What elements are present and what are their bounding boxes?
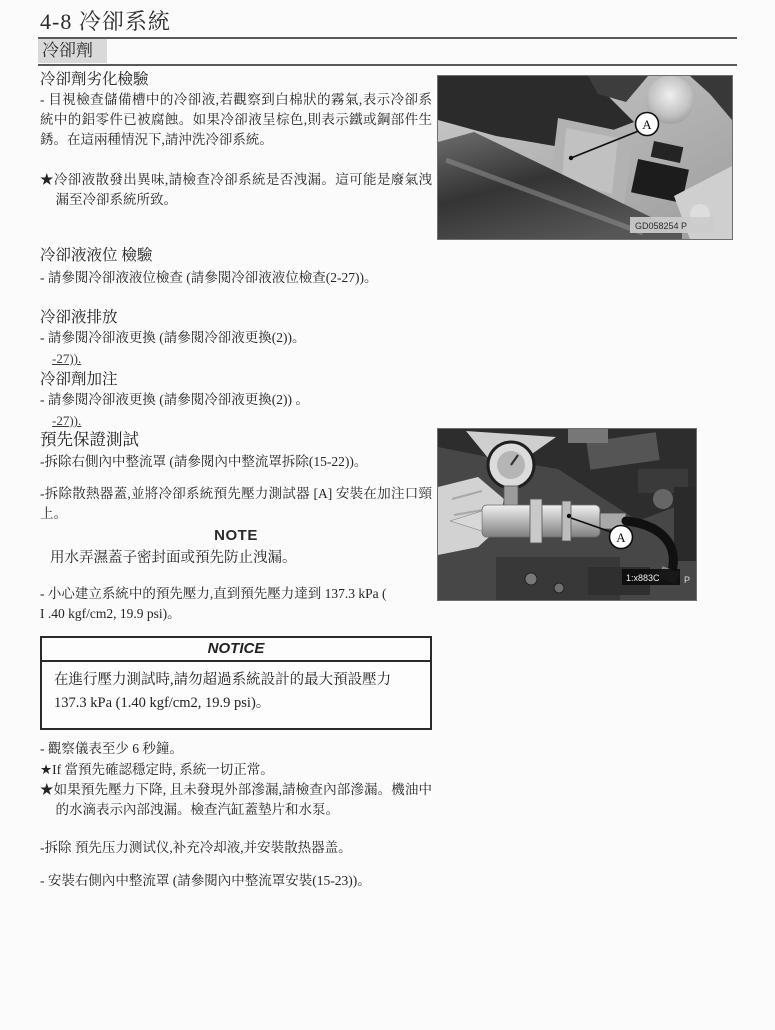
header-rule-bottom	[38, 64, 737, 66]
notice-label: NOTICE	[42, 638, 430, 662]
note-text: 用水弄濕蓋子密封面或預先防止洩漏。	[50, 550, 297, 566]
callout-dot-icon	[567, 514, 571, 518]
section-title: 冷卻劑	[38, 39, 107, 63]
step-draining-ref: - 請參閱冷卻液更換 (請參閱冷卻液更換(2))。	[40, 330, 306, 345]
reservoir-photo-artwork	[438, 76, 732, 239]
header-rule-top	[38, 37, 737, 39]
step-filling-ref: - 請參閱冷卻液更換 (請參閱冷卻液更換(2)) 。	[40, 392, 309, 407]
link-page-27-filling[interactable]: -27)).	[52, 413, 82, 428]
step-install-tester: -拆除散熱器蓋,並將冷卻系統預先壓力測試器 [A] 安裝在加注口頸上。	[40, 486, 432, 521]
notice-box	[40, 636, 432, 730]
figure-reservoir-photo	[437, 75, 733, 240]
note-label: NOTE	[214, 527, 258, 544]
page-title: 4-8 冷卻系統	[40, 9, 171, 34]
callout-a-label: A	[642, 117, 652, 132]
step-install-cowling: - 安裝右側內中整流罩 (請參閱內中整流罩安裝(15-23))。	[40, 873, 371, 888]
photo-code-suffix: P	[684, 575, 691, 585]
reservoir-photo-watermark	[630, 217, 714, 233]
tester-photo-watermark	[622, 569, 690, 585]
step-level-inspection: - 請參閱冷卻液液位檢查 (請參閱冷卻液液位檢查(2-27))。	[40, 270, 378, 285]
photo-code-text: 1:x883C	[626, 573, 660, 583]
step-build-pressure	[40, 584, 432, 624]
tester-photo-artwork	[438, 429, 696, 600]
heading-coolant-draining: 冷卻液排放	[40, 309, 118, 326]
step-remove-tester: -拆除 預先压力测试仪,补充冷却液,并安裝散热器盖。	[40, 840, 352, 855]
reservoir-photo-background	[438, 76, 732, 239]
callout-dot-icon	[569, 156, 573, 160]
step-remove-cowling: -拆除右側內中整流罩 (請參閱內中整流罩拆除(15-22))。	[40, 454, 368, 469]
step-watch-gauge: - 觀察儀表至少 6 秒鐘。	[40, 741, 183, 756]
star-note-pressure-drop: ★如果預先壓力下降, 且未發現外部滲漏,請檢查內部滲漏。機油中的水滴表示內部洩漏。檢查汽缸蓋墊片和水泵。	[40, 782, 432, 817]
text-column	[40, 70, 432, 891]
step-build-pressure-line2: I .40 kgf/cm2, 19.9 psi)。	[40, 606, 181, 621]
step-visual-inspection: - 目視檢查儲備槽中的冷卻液,若觀察到白棉狀的霧氣,表示冷卻系統中的鋁零件已被腐蝕。如果冷卻液呈棕色,則表示鐵或鋼部件生銹。在這兩種情況下,請沖洗冷卻系統。	[40, 92, 432, 147]
heading-coolant-deterioration: 冷卻劑劣化檢驗	[40, 71, 149, 88]
star-note-stable: ★If 當預先確認穩定時, 系統一切正常。	[40, 762, 274, 777]
notice-text: 在進行壓力測試時,請勿超過系統設計的最大預設壓力 137.3 kPa (1.40 kgf/cm2, 19.9 psi)。	[54, 672, 392, 711]
link-page-27-draining[interactable]: -27)).	[52, 351, 82, 366]
figure-pressure-tester-photo	[437, 428, 697, 601]
step-build-pressure-line1: - 小心建立系統中的預先壓力,直到預先壓力達到 137.3 kPa (	[40, 586, 387, 601]
heading-pressure-testing: 預先保證測試	[40, 430, 139, 449]
callout-a-label: A	[616, 530, 626, 545]
photo-code-text: GD058254 P	[635, 221, 688, 231]
heading-coolant-filling: 冷卻劑加注	[40, 371, 118, 388]
heading-coolant-level: 冷卻液液位 檢驗	[40, 247, 153, 264]
star-note-odor: ★冷卻液散發出異味,請檢查冷卻系統是否洩漏。這可能是廢氣洩漏至冷卻系統所致。	[40, 172, 432, 207]
